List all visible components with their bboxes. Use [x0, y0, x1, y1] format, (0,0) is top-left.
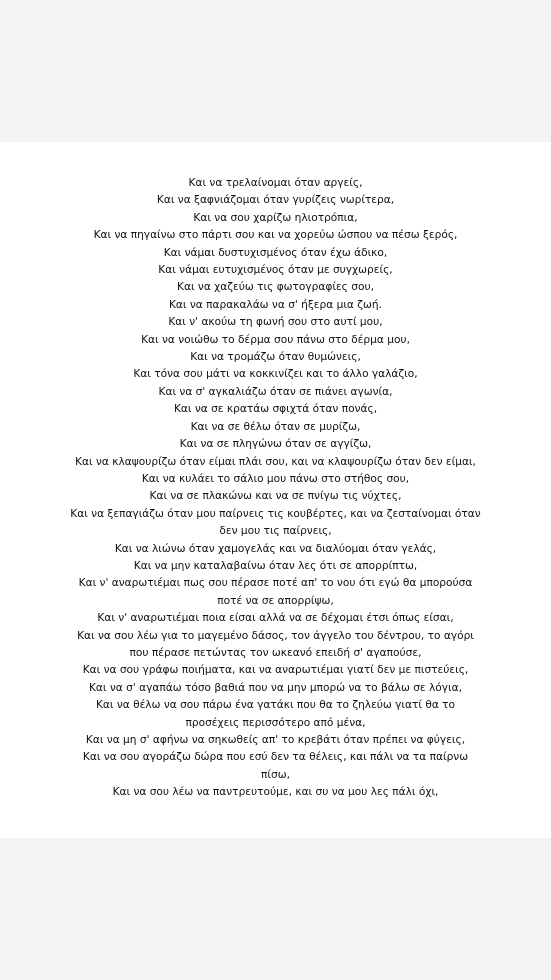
poem-line: Και ν' αναρωτιέμαι ποια είσαι αλλά να σε δέχομαι έτσι όπως είσαι,: [97, 612, 454, 625]
poem-line: Και να μην καταλαβαίνω όταν λες ότι σε απορρίπτω,: [133, 559, 418, 572]
poem-line: δεν μου τις παίρνεις,: [219, 525, 332, 538]
poem-line: που πέρασε πετώντας τον ωκεανό επειδή σ' αγαπούσε,: [129, 646, 422, 659]
poem-line: Και να νοιώθω το δέρμα σου πάνω στο δέρμα μου,: [141, 333, 410, 346]
poem-line: Και να σε πλακώνω και να σε πνίγω τις νύχτες,: [149, 490, 402, 503]
document-page: [0, 142, 551, 838]
poem-line: προσέχεις περισσότερο από μένα,: [185, 716, 366, 729]
poem-line: Και να ξεπαγιάζω όταν μου παίρνεις τις κουβέρτες, και να ζεσταίνομαι όταν: [70, 507, 481, 520]
poem-line: Και να τρελαίνομαι όταν αργείς,: [188, 177, 363, 189]
poem-line: Και τόνα σου μάτι να κοκκινίζει και το άλλο γαλάζιο,: [133, 368, 418, 381]
poem-line: Και να μη σ' αφήνω να σηκωθείς απ' το κρεβάτι όταν πρέπει να φύγεις,: [85, 734, 466, 746]
poem-line: Και νάμαι δυστυχισμένος όταν έχω άδικο,: [163, 246, 388, 259]
poem-line: Και να σου αγοράζω δώρα που εσύ δεν τα θέλεις, και πάλι να τα παίρνω: [82, 751, 469, 764]
poem-line: Και να σε θέλω όταν σε μυρίζω,: [190, 420, 361, 433]
poem-line: Και να θέλω να σου πάρω ένα γατάκι που θα το ζηλεύω γιατί θα το: [95, 699, 456, 712]
poem-line: Και να λιώνω όταν χαμογελάς και να διαλύομαι όταν γελάς,: [114, 542, 437, 555]
poem-line: Και να τρομάζω όταν θυμώνεις,: [190, 351, 361, 364]
poem-line: Και να σου χαρίζω ηλιοτρόπια,: [193, 211, 358, 224]
poem-line: Και να σου γράφω ποιήματα, και να αναρωτιέμαι γιατί δεν με πιστεύεις,: [82, 664, 469, 677]
poem-line: Και να παρακαλάω να σ' ήξερα μια ζωή.: [168, 298, 382, 311]
poem-line: Και να κλαψουρίζω όταν είμαι πλάι σου, και να κλαψουρίζω όταν δεν είμαι,: [75, 455, 476, 468]
poem-line: Και να σ' αγκαλιάζω όταν σε πιάνει αγωνία,: [158, 385, 393, 398]
poem-line: πίσω,: [261, 768, 290, 781]
poem-line: Και νάμαι ευτυχισμένος όταν με συγχωρείς,: [158, 264, 393, 277]
poem-line: Και να σ' αγαπάω τόσο βαθιά που να μην μπορώ να το βάλω σε λόγια,: [88, 681, 462, 694]
poem-line: Και να σου λέω για το μαγεμένο δάσος, τον άγγελο του δέντρου, το αγόρι: [77, 629, 474, 642]
poem-line: Και να χαζεύω τις φωτογραφίες σου,: [177, 281, 374, 294]
poem-line: Και να κυλάει το σάλιο μου πάνω στο στήθος σου,: [141, 472, 410, 485]
poem-line: Και να ξαφνιάζομαι όταν γυρίζεις νωρίτερα,: [156, 194, 395, 207]
poem-line: Και να πηγαίνω στο πάρτι σου και να χορεύω ώσπου να πέσω ξερός,: [93, 229, 458, 242]
poem-line: ποτέ να σε απορρίψω,: [217, 594, 334, 607]
poem-text: [0, 175, 551, 802]
poem-line: Και να σε πληγώνω όταν σε αγγίζω,: [179, 438, 372, 451]
poem-line: Και να σε κρατάω σφιχτά όταν πονάς,: [173, 403, 378, 416]
poem-line: Και ν' ακούω τη φωνή σου στο αυτί μου,: [168, 316, 383, 329]
poem-line: Και ν' αναρωτιέμαι πως σου πέρασε ποτέ απ' το νου ότι εγώ θα μπορούσα: [78, 577, 473, 590]
poem-line: Και να σου λέω να παντρευτούμε, και συ να μου λες πάλι όχι,: [112, 786, 439, 799]
